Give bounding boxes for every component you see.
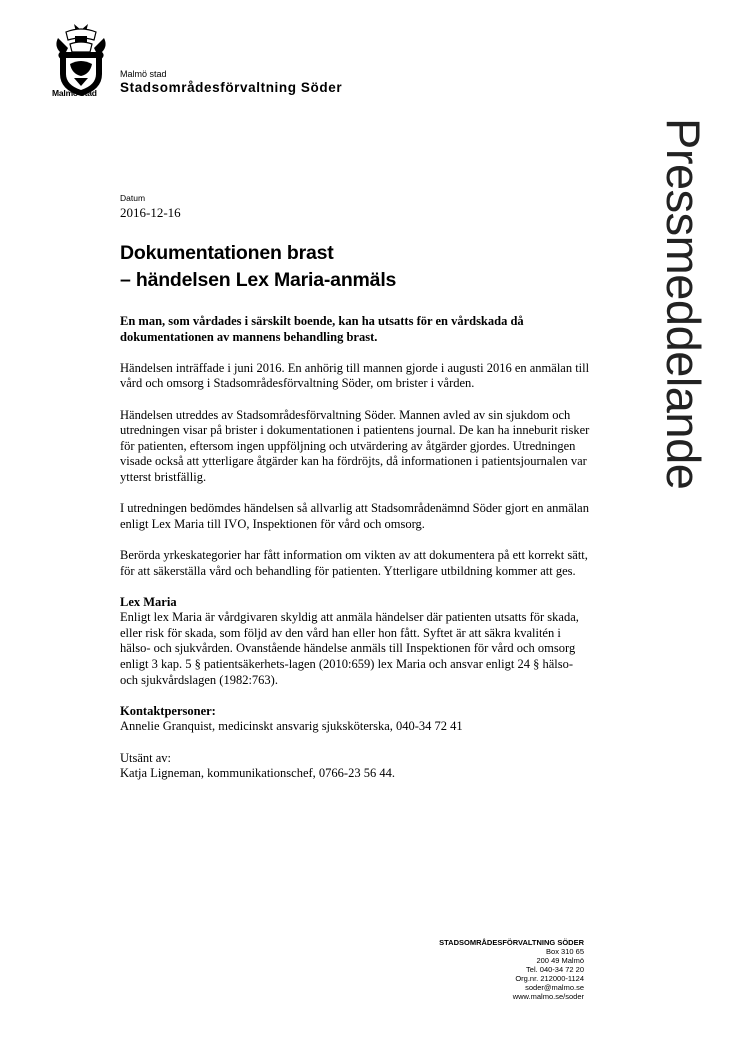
footer-org: STADSOMRÅDESFÖRVALTNING SÖDER: [439, 938, 584, 947]
footer-phone: Tel. 040-34 72 20: [526, 965, 584, 974]
logo-text: Malmö stad: [52, 88, 97, 98]
footer-website[interactable]: www.malmo.se/soder: [512, 992, 584, 1001]
org-name: Stadsområdesförvaltning Söder: [120, 80, 343, 95]
org-parent-name: Malmö stad: [120, 69, 167, 79]
footer-orgnr: Org.nr. 212000-1124: [515, 974, 584, 983]
side-title: Pressmeddelande: [657, 118, 710, 490]
footer-postal: 200 49 Malmö: [536, 956, 584, 965]
paragraph-3: I utredningen bedömdes händelsen så allvarlig att Stadsområdenämnd Söder gjort en anmälan enligt Lex Maria till IVO, Inspektionen för vård och omsorg.: [120, 501, 589, 531]
lead-paragraph: En man, som vårdades i särskilt boende, kan ha utsatts för en vårdskada då dokumentationen av mannens behandling brast.: [120, 314, 524, 344]
paragraph-1: Händelsen inträffade i juni 2016. En anhörig till mannen gjorde i augusti 2016 en anmälan till vård och omsorg i Stadsområdesförvaltning Söder, om brister i vården.: [120, 360, 590, 391]
footer-address: [439, 938, 584, 1001]
headline-line-1: Dokumentationen brast: [120, 242, 334, 264]
paragraph-2: Händelsen utreddes av Stadsområdesförvaltning Söder. Mannen avled av sin sjukdom och utredningen visar på brister i dokumentationen i patientens journal. De kan ha inneburit risker för patienten, eftersom ingen uppföljning och utvärdering av åtgärder gjordes. Utredningen visade också att ytterligare åtgärder kan ha fördröjts, då informationen i patientsjournalen var ytterst bristfällig.: [120, 407, 590, 484]
lex-maria-heading: Lex Maria: [120, 594, 177, 609]
date-label: Datum: [120, 193, 146, 203]
lex-maria-text: Enligt lex Maria är vårdgivaren skyldig att anmäla händelser där patienten utsatts för skada, eller risk för skada, som följd av den vård han eller hon fått. Syftet är att säkra kvalitén i hälso- och sjukvården. Ovanstående händelse anmäls till Inspektionen för vård och omsorg enligt 3 kap. 5 § patientsäkerhets-lagen (2010:659) lex Maria och ansvar enligt 24 § hälso- och sjukvårdslagen (1982:763).: [120, 610, 579, 687]
headline: [120, 240, 580, 294]
contact-heading: Kontaktpersoner:: [120, 703, 216, 718]
sent-by-label: Utsänt av:: [120, 750, 172, 765]
headline-line-2: – händelsen Lex Maria-anmäls: [120, 269, 397, 291]
footer-box: Box 310 65: [546, 947, 584, 956]
malmo-coat-of-arms-icon: [52, 22, 110, 98]
sent-by-text: Katja Ligneman, kommunikationschef, 0766-23 56 44.: [120, 766, 395, 781]
footer-email[interactable]: soder@malmo.se: [525, 983, 584, 992]
article-body: [120, 314, 590, 797]
paragraph-4: Berörda yrkeskategorier har fått information om vikten av att dokumentera på ett korrekt sätt, för att säkerställa vård och behandling för patienten. Ytterligare utbildning kommer att ges.: [120, 547, 588, 578]
date-value: 2016-12-16: [120, 205, 181, 220]
contact-text: Annelie Granquist, medicinskt ansvarig sjuksköterska, 040-34 72 41: [120, 719, 463, 734]
